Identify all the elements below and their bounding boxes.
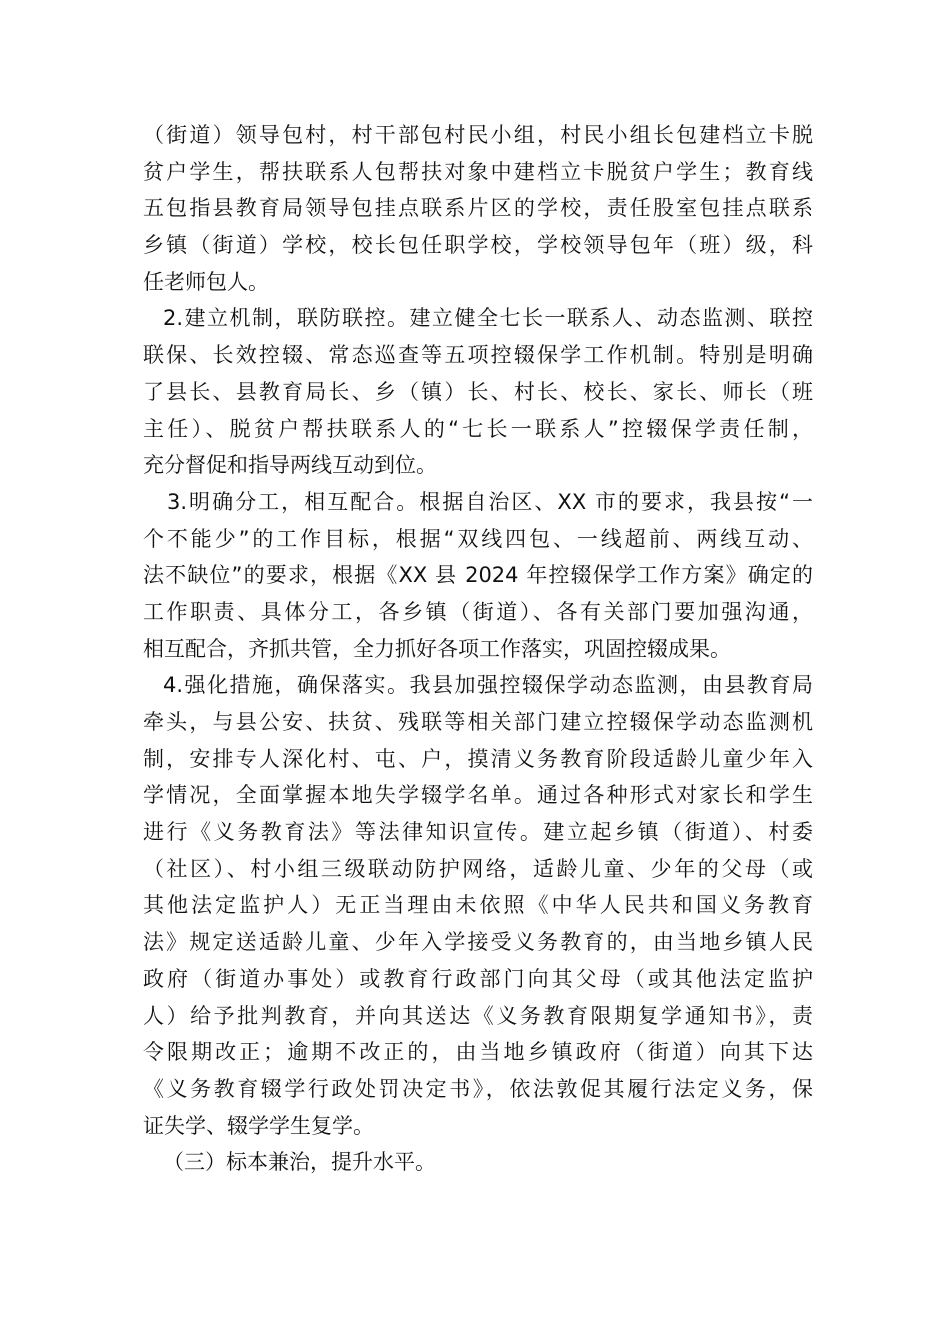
text-line: 了县长、县教育局长、乡（镇）长、村长、校长、家长、师长（班 — [143, 379, 813, 404]
paragraph-start-line: 3.明确分工，相互配合。根据自治区、XX 市的要求，我县按“一 — [167, 489, 813, 514]
text-line: 个不能少”的工作目标，根据“双线四包、一线超前、两线互动、 — [143, 526, 813, 551]
text-line: 充分督促和指导两线互动到位。 — [143, 453, 437, 478]
text-line: 牵头，与县公安、扶贫、残联等相关部门建立控辍保学动态监测机 — [143, 710, 813, 734]
text-line: 相互配合，齐抓共管，全力抓好各项工作落实，巩固控辍成果。 — [143, 636, 731, 661]
text-line: 主任）、脱贫户帮扶联系人的“七长一联系人”控辍保学责任制， — [143, 416, 813, 441]
text-line: 联保、长效控辍、常态巡查等五项控辍保学工作机制。特别是明确 — [143, 343, 813, 368]
text-line: 人）给予批判教育，并向其送达《义务教育限期复学通知书》，责 — [143, 1003, 813, 1028]
text-line: 学情况，全面掌握本地失学辍学名单。通过各种形式对家长和学生 — [143, 783, 813, 808]
text-line: 乡镇（街道）学校，校长包任职学校，学校领导包年（班）级，科 — [143, 233, 813, 258]
section-heading: （三）标本兼治，提升水平。 — [163, 1150, 436, 1175]
paragraph-start-line: 2.建立机制，联防联控。建立健全七长一联系人、动态监测、联控 — [163, 306, 813, 331]
text-line: 进行《义务教育法》等法律知识宣传。建立起乡镇（街道）、村委 — [143, 820, 813, 845]
document-body — [143, 117, 813, 1181]
text-line: 令限期改正；逾期不改正的，由当地乡镇政府（街道）向其下达 — [143, 1040, 813, 1065]
paragraph-start-line: 4.强化措施，确保落实。我县加强控辍保学动态监测，由县教育局 — [163, 673, 813, 698]
text-line: 《义务教育辍学行政处罚决定书》，依法敦促其履行法定义务，保 — [143, 1076, 813, 1101]
text-line: 制，安排专人深化村、屯、户，摸清义务教育阶段适龄儿童少年入 — [143, 746, 813, 771]
text-line: 五包指县教育局领导包挂点联系片区的学校，责任股室包挂点联系 — [143, 196, 813, 221]
text-line: 政府（街道办事处）或教育行政部门向其父母（或其他法定监护 — [143, 966, 813, 991]
text-line: 法》规定送适龄儿童、少年入学接受义务教育的，由当地乡镇人民 — [143, 930, 813, 955]
text-line: 贫户学生，帮扶联系人包帮扶对象中建档立卡脱贫户学生；教育线 — [143, 159, 813, 184]
text-line: （街道）领导包村，村干部包村民小组，村民小组长包建档立卡脱 — [143, 123, 813, 147]
text-line: 其他法定监护人）无正当理由未依照《中华人民共和国义务教育 — [143, 893, 813, 918]
text-line: 法不缺位”的要求，根据《XX 县 2024 年控辍保学工作方案》确定的 — [143, 563, 813, 588]
text-line: 任老师包人。 — [143, 269, 269, 294]
text-line: 证失学、辍学学生复学。 — [143, 1113, 374, 1138]
text-line: （社区）、村小组三级联动防护网络，适龄儿童、少年的父母（或 — [143, 856, 813, 881]
text-line: 工作职责、具体分工，各乡镇（街道）、各有关部门要加强沟通， — [143, 599, 813, 624]
